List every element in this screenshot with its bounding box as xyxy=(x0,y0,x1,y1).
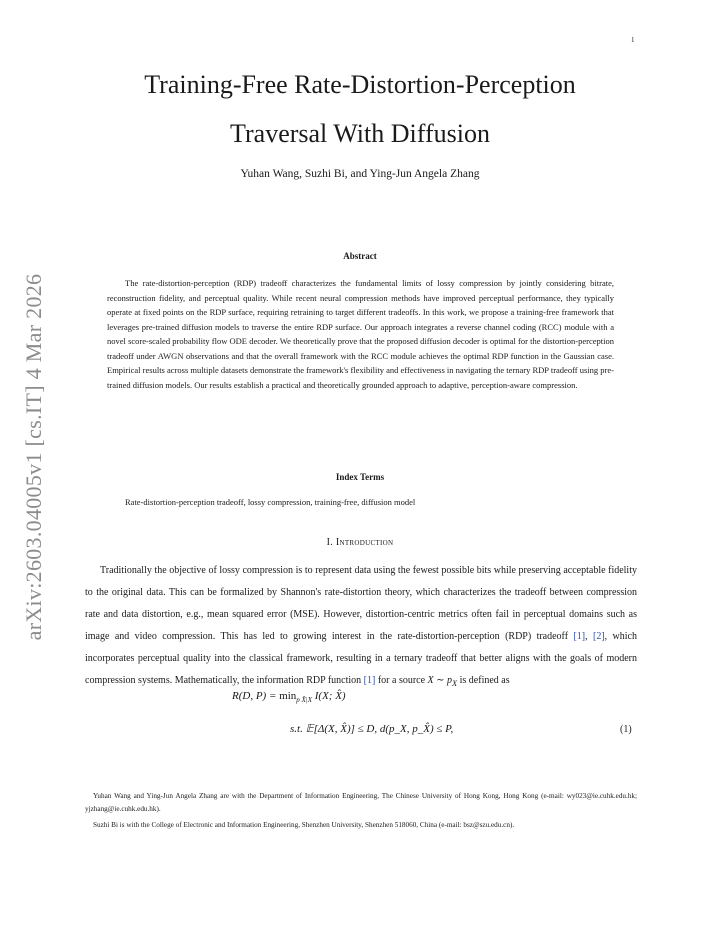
abstract-text: The rate-distortion-perception (RDP) tradeoff characterizes the fundamental limits of lossy compression by jointly considering bitrate, reconstruction fidelity, and perceptual quality. While recent neural compression methods have improved perceptual performance, they typically operate at fixed points on the RDP surface, requiring retraining to target different tradeoffs. In this work, we propose a training-free framework that leverages pre-trained diffusion models to traverse the entire RDP surface. Our approach integrates a reverse channel coding (RCC) module with a novel score-scaled probability flow ODE decoder. We theoretically prove that the proposed diffusion decoder is optimal for the distortion-perception tradeoff under AWGN observations and that the overall framework with the RCC module achieves the optimal RDP function in the Gaussian case. Empirical results across multiple datasets demonstrate the framework's flexibility and effectiveness in navigating the ternary RDP tradeoff using pre-trained diffusion models. Our results establish a practical and theoretically grounded approach to adaptive, perception-aware compression. xyxy=(107,278,614,390)
index-terms-text: Rate-distortion-perception tradeoff, lossy compression, training-free, diffusion model xyxy=(125,497,416,507)
index-terms-heading: Index Terms xyxy=(335,472,385,482)
equation-rhs: I(X; X̂) xyxy=(312,690,346,702)
abstract-heading: Abstract xyxy=(343,251,377,261)
intro-text-3: for a source xyxy=(375,674,428,686)
page-number: 1 xyxy=(631,36,635,44)
citation-link[interactable]: [2] xyxy=(593,630,605,642)
arxiv-stamp[interactable]: arXiv:2603.04005v1 [cs.IT] 4 Mar 2026 xyxy=(21,273,46,641)
equation-lhs: R(D, P) = xyxy=(232,690,280,702)
intro-text-2: , which incorporates perceptual quality into the classical framework, resulting in a ternary tradeoff that better aligns with the goals of modern compression systems. Mathematically, the information RDP function xyxy=(85,630,638,686)
footnote-affiliation-2: Suzhi Bi is with the College of Electronic and Information Engineering, Shenzhen University, Shenzhen 518060, China (e-mail: bsz@szu.edu.cn). xyxy=(93,821,515,829)
intro-separator: , xyxy=(585,630,593,642)
equation-number: (1) xyxy=(620,724,632,735)
intro-text-1: Traditionally the objective of lossy compression is to represent data using the fewest possible bits while preserving acceptable fidelity to the original data. This can be formalized by Shannon's rate-distortion theory, which characterizes the tradeoff between compression rate and data distortion, e.g., mean squared error (MSE). However, distortion-centric metrics often fail in perceptual domains such as image and video compression. This has led to growing interest in the rate-distortion-perception (RDP) tradeoff xyxy=(85,565,637,642)
equation-line-1 xyxy=(232,690,346,704)
introduction-paragraph xyxy=(85,560,637,694)
section-heading-introduction: I. Introduction xyxy=(326,537,394,548)
equation-line-2: s.t. 𝔼[Δ(X, X̂)] ≤ D, d(p_X, p_X̂) ≤ P, xyxy=(290,723,454,735)
inline-math-source-main: X ∼ p xyxy=(427,674,453,686)
citation-link[interactable]: [1] xyxy=(363,674,376,686)
paper-title-line-1: Training-Free Rate-Distortion-Perception xyxy=(144,70,576,99)
author-list: Yuhan Wang, Suzhi Bi, and Ying-Jun Angela Zhang xyxy=(240,168,480,180)
inline-math-source xyxy=(428,675,458,686)
equation-min-subscript: p X̂|X xyxy=(296,696,312,705)
paper-title-line-2: Traversal With Diffusion xyxy=(230,119,490,148)
equation-min-operator: min xyxy=(279,690,297,702)
inline-math-source-subscript: X xyxy=(452,678,458,688)
citation-link[interactable]: [1] xyxy=(573,630,586,642)
footnote-affiliation-1: Yuhan Wang and Ying-Jun Angela Zhang are with the Department of Information Engineering, The Chinese University of Hong Kong, Hong Kong (e-mail: wy023@ie.cuhk.edu.hk; yjzhang@ie.cuhk.edu.hk). xyxy=(85,792,637,813)
intro-text-4: is defined as xyxy=(457,674,510,686)
